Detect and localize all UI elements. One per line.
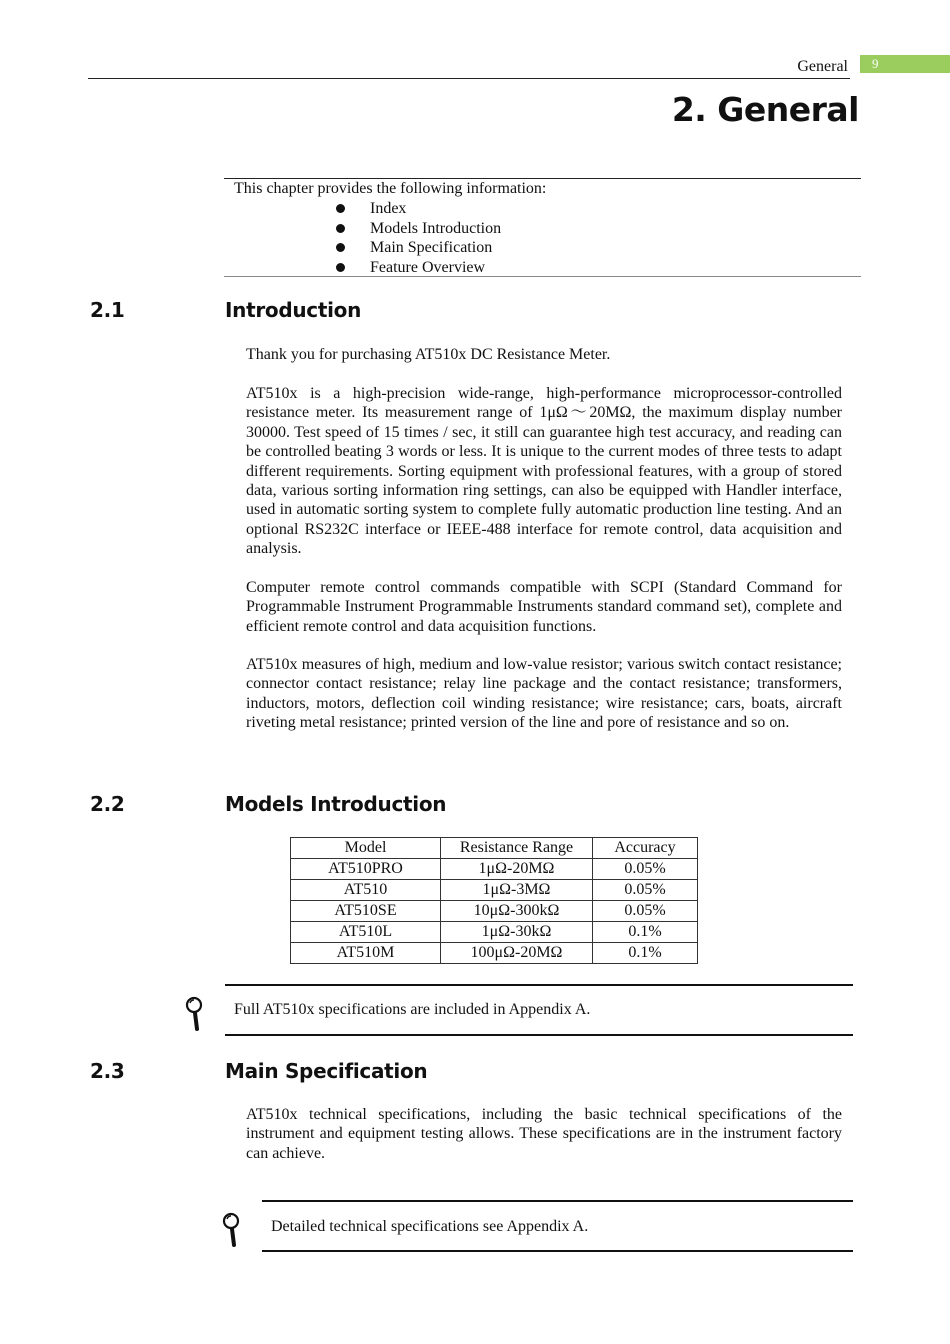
paragraph: AT510x is a high-precision wide-range, high-performance microprocessor-controlled resistance meter. Its measurement range of 1μΩ～20MΩ, the maximum display number 30000. Test speed of 15 times / sec, it still can guarantee high test accuracy, and reading can be controlled beating 3 words or less. It is unique to the current modes of three tests to adapt different requirements. Sorting equipment with professional features, with a group of stored data, various sorting information ring settings, can also be equipped with Handler interface, used in automatic sorting system to complete fully automatic production line testing. And an optional RS232C interface or IEEE-488 interface for remote control, data acquisition and analysis. <box>246 385 842 558</box>
running-header-title: General <box>797 58 848 75</box>
table-cell: AT510 <box>291 880 441 901</box>
table-cell: 1μΩ-20MΩ <box>441 859 593 880</box>
table-cell: 1μΩ-30kΩ <box>441 922 593 943</box>
table-row <box>291 922 698 943</box>
section-number: 2.3 <box>90 1059 125 1083</box>
table-row <box>291 859 698 880</box>
table-row <box>291 901 698 922</box>
table-cell: 0.05% <box>593 880 698 901</box>
chapter-title: 2. General <box>671 90 859 129</box>
table-cell: AT510PRO <box>291 859 441 880</box>
table-header-cell: Resistance Range <box>441 838 593 859</box>
paragraph: AT510x measures of high, medium and low-value resistor; various switch contact resistance; connector contact resistance; relay line package and the contact resistance; transformers, inductors, motors, deflection coil winding resistance; wire resistance; cars, boats, aircraft riveting metal resistance; printed version of the line and pore of resistance and so on. <box>246 656 842 732</box>
page-number-tab <box>860 55 950 73</box>
note-text: Detailed technical specifications see Appendix A. <box>271 1218 589 1235</box>
table-row <box>291 943 698 964</box>
table-cell: AT510SE <box>291 901 441 922</box>
header-rule <box>88 78 850 79</box>
paragraph: Thank you for purchasing AT510x DC Resistance Meter. <box>246 346 611 363</box>
info-item-label: Main Specification <box>370 239 493 256</box>
magnifier-icon <box>183 995 207 1033</box>
table-cell: AT510M <box>291 943 441 964</box>
bullet-icon <box>336 263 345 272</box>
table-row <box>291 880 698 901</box>
paragraph: AT510x technical specifications, including the basic technical specifications of the instrument and equipment testing allows. These specifications are in the instrument factory can achieve. <box>246 1106 842 1162</box>
bullet-icon <box>336 243 345 252</box>
note-bottom-rule <box>262 1250 853 1252</box>
magnifier-icon <box>220 1211 244 1249</box>
section-title: Introduction <box>225 298 362 322</box>
info-item-label: Feature Overview <box>370 258 486 276</box>
info-box-bottom-rule <box>224 276 861 277</box>
table-cell: 0.1% <box>593 922 698 943</box>
paragraph: Computer remote control commands compatible with SCPI (Standard Command for Programmable Instrument Programmable Instruments standard command set), complete and efficient remote control and data acquisition functions. <box>246 579 842 635</box>
note-bottom-rule <box>225 1034 853 1036</box>
table-cell: AT510L <box>291 922 441 943</box>
info-box-intro: This chapter provides the following information: <box>234 180 547 197</box>
table-cell: 0.1% <box>593 943 698 964</box>
info-item-label: Index <box>370 200 407 217</box>
table-header-cell: Accuracy <box>593 838 698 859</box>
models-table <box>290 837 698 964</box>
table-header-cell: Model <box>291 838 441 859</box>
info-list-item <box>334 258 501 278</box>
section-title: Models Introduction <box>225 792 447 816</box>
info-box-top-rule <box>224 178 861 179</box>
info-box-list <box>334 199 501 277</box>
note-top-rule <box>225 984 853 986</box>
section-number: 2.2 <box>90 792 125 816</box>
note-top-rule <box>262 1200 853 1202</box>
note-text: Full AT510x specifications are included in Appendix A. <box>234 1001 591 1018</box>
info-list-item <box>334 238 501 258</box>
table-header-row <box>291 838 698 859</box>
bullet-icon <box>336 224 345 233</box>
section-number: 2.1 <box>90 298 125 322</box>
info-list-item <box>334 219 501 239</box>
page-number: 9 <box>872 56 879 71</box>
section-title: Main Specification <box>225 1059 428 1083</box>
table-cell: 100μΩ-20MΩ <box>441 943 593 964</box>
table-cell: 0.05% <box>593 901 698 922</box>
info-list-item <box>334 199 501 219</box>
info-item-label: Models Introduction <box>370 219 502 237</box>
table-cell: 10μΩ-300kΩ <box>441 901 593 922</box>
bullet-icon <box>336 204 345 213</box>
table-cell: 1μΩ-3MΩ <box>441 880 593 901</box>
table-cell: 0.05% <box>593 859 698 880</box>
